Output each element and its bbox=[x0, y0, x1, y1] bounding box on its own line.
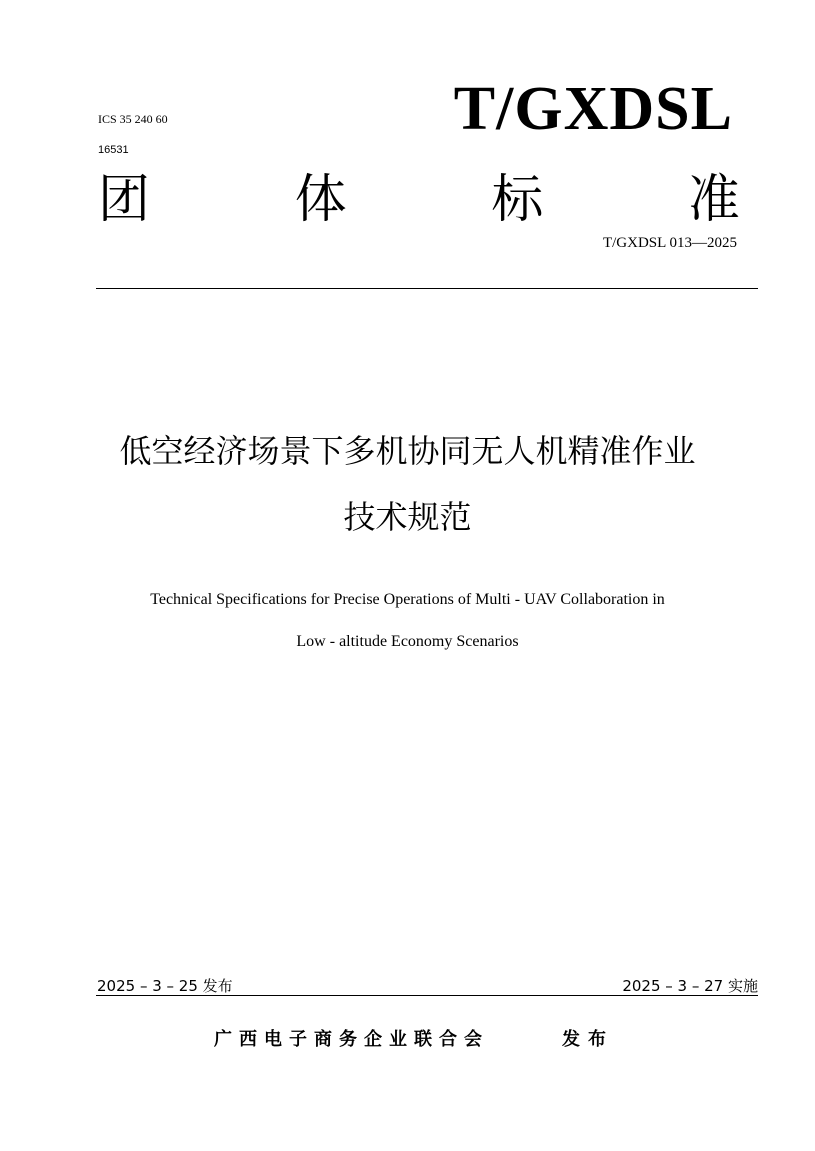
classification-code: 16531 bbox=[98, 144, 129, 156]
standard-type bbox=[98, 168, 740, 232]
title-cn-line2: 技术规范 bbox=[343, 498, 472, 536]
standard-type-char: 团 bbox=[98, 170, 151, 230]
title-cn-line1: 低空经济场景下多机协同无人机精准作业 bbox=[119, 432, 696, 470]
standard-type-char: 标 bbox=[491, 170, 544, 230]
title-en-line2: Low - altitude Economy Scenarios bbox=[296, 633, 519, 650]
publish-label: 发布 bbox=[562, 1029, 614, 1050]
standard-number: T/GXDSL 013—2025 bbox=[602, 235, 737, 251]
top-divider bbox=[96, 288, 758, 289]
effective-date: 2025 – 3 – 27 实施 bbox=[622, 977, 758, 995]
standard-type-char: 体 bbox=[294, 170, 347, 230]
ics-code: ICS 35 240 60 bbox=[98, 112, 168, 126]
date-row bbox=[97, 974, 758, 996]
standard-type-char: 准 bbox=[687, 170, 740, 230]
standard-brand: T/GXDSL bbox=[453, 75, 733, 143]
title-en-line1: Technical Specifications for Precise Operations of Multi - UAV Collaboration in bbox=[150, 591, 665, 608]
publish-date: 2025 – 3 – 25 发布 bbox=[97, 977, 233, 995]
publisher-name: 广西电子商务企业联合会 bbox=[214, 1029, 489, 1050]
bottom-divider bbox=[96, 995, 758, 996]
